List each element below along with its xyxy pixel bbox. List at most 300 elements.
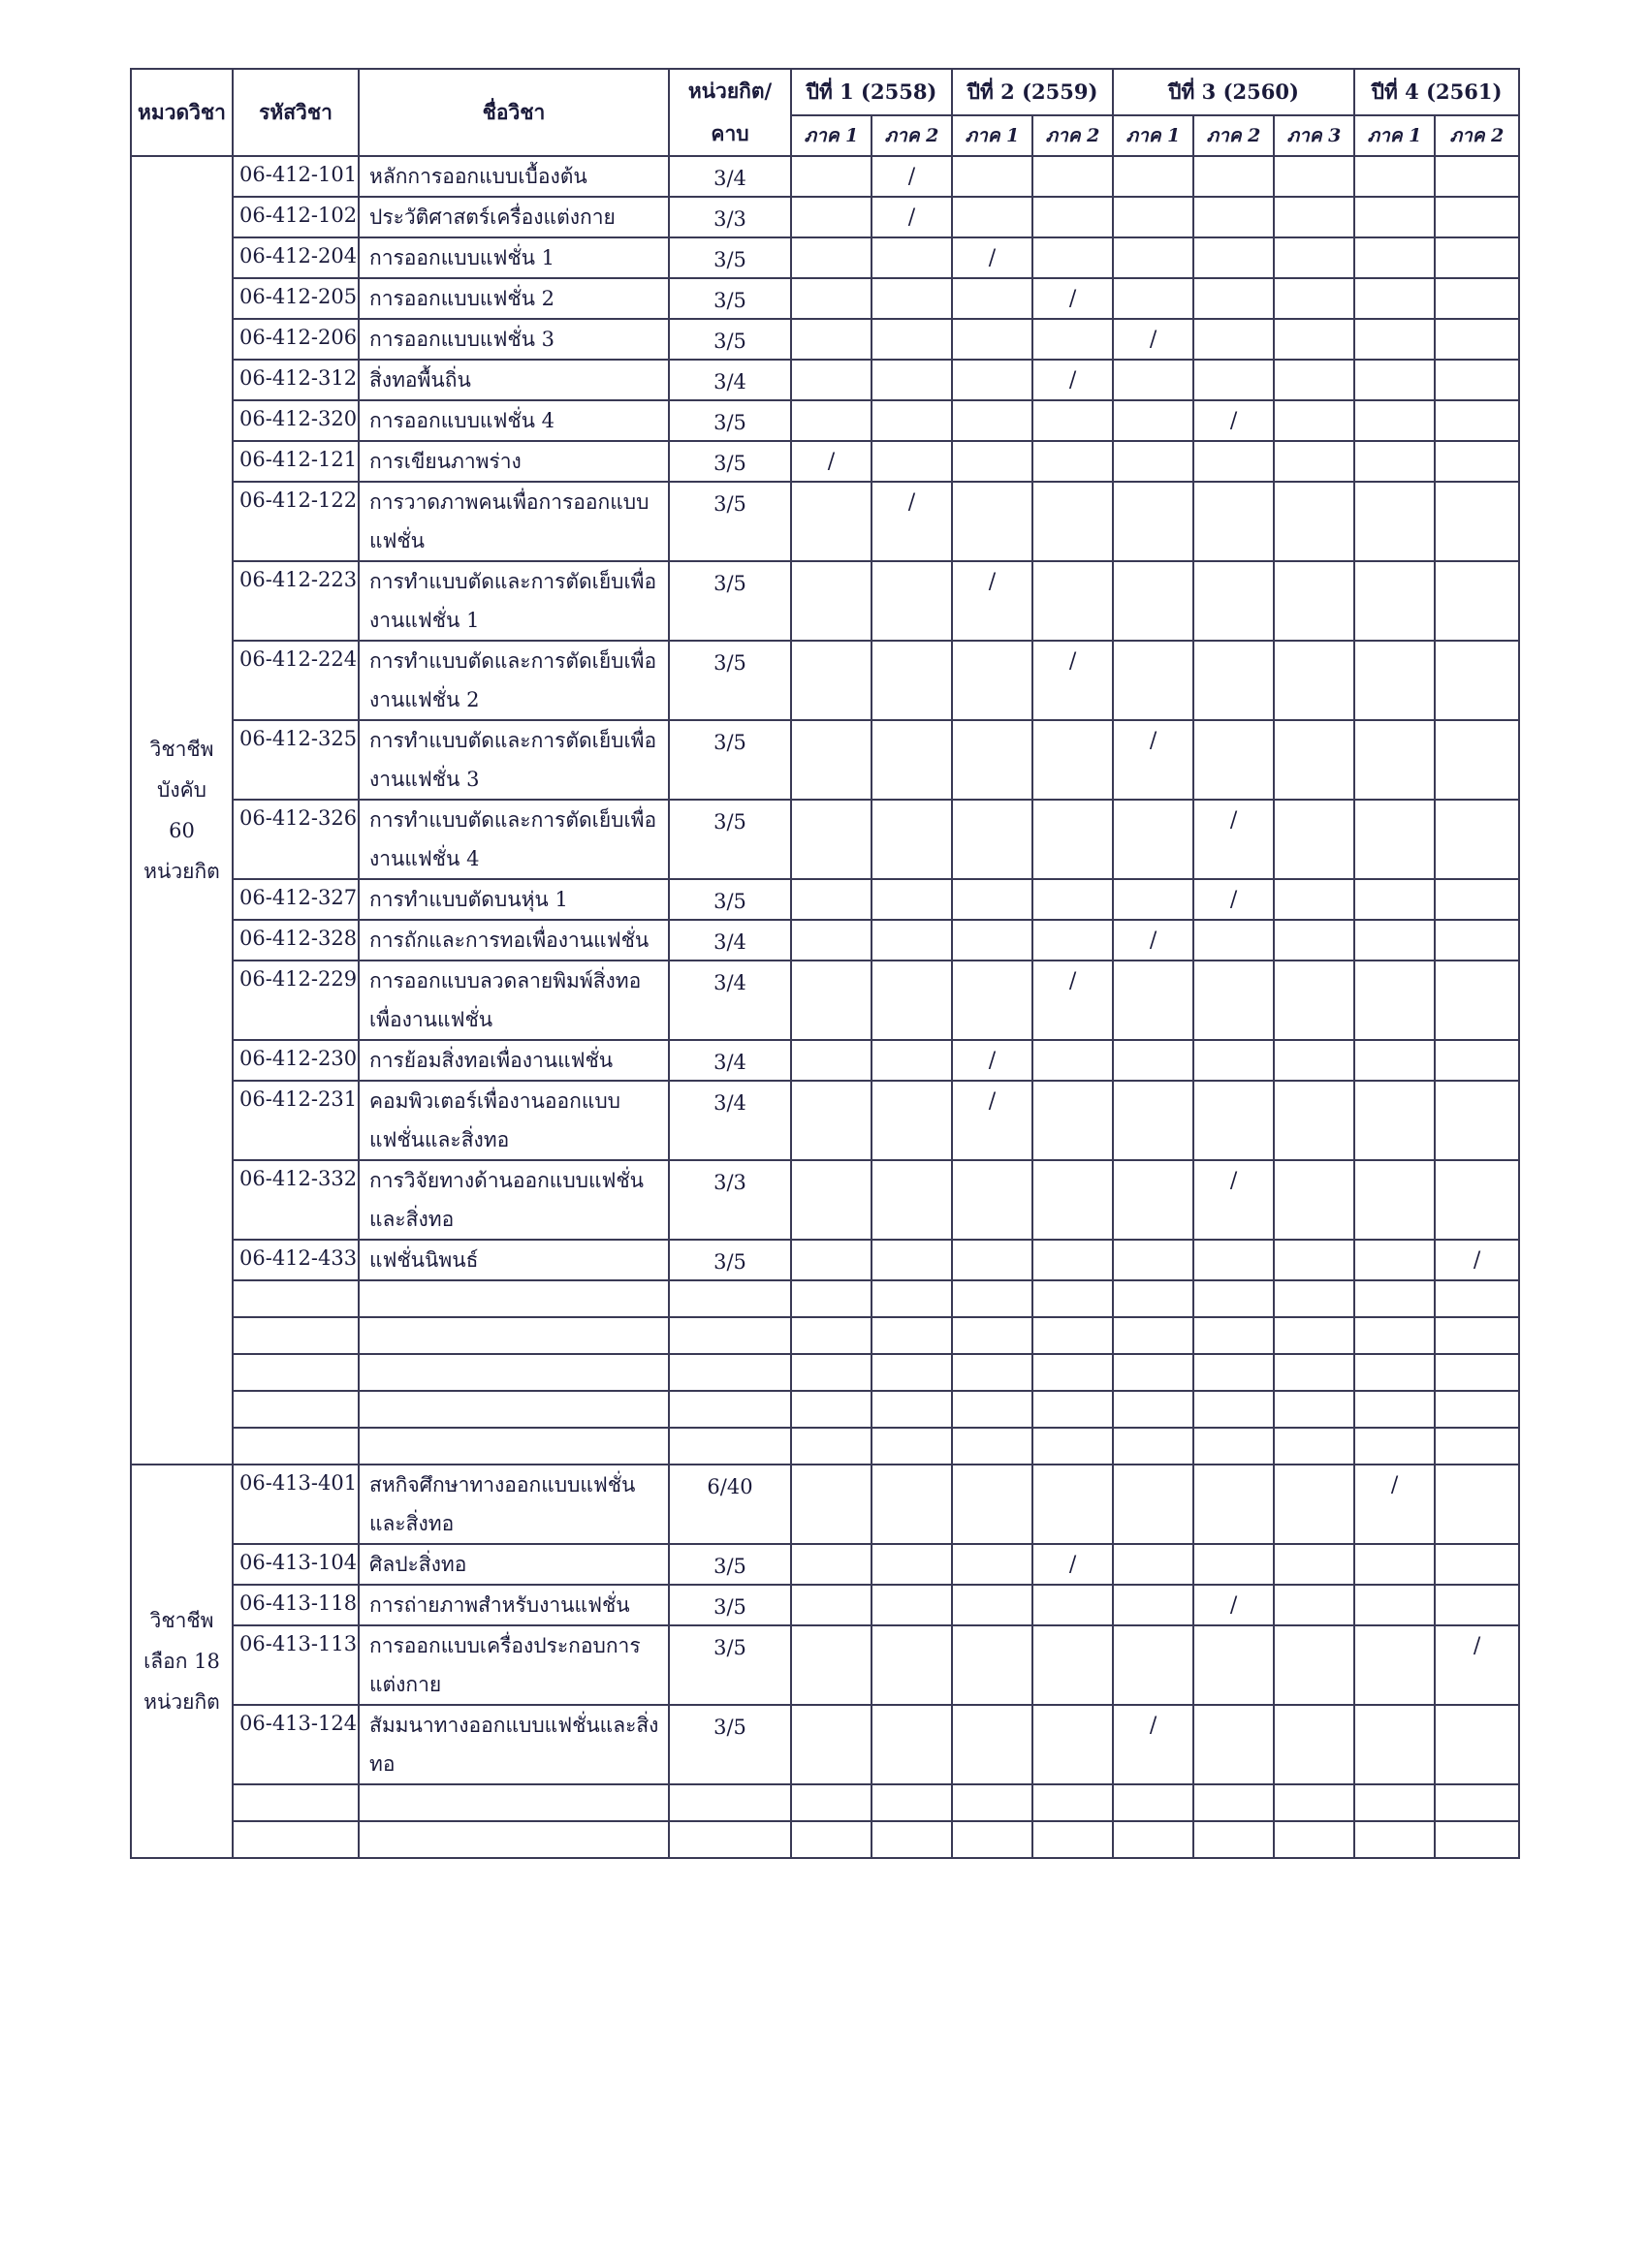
semester-cell	[1193, 197, 1274, 237]
semester-cell	[1113, 1585, 1193, 1625]
empty-cell	[1354, 1784, 1435, 1821]
empty-cell	[1354, 1317, 1435, 1354]
empty-cell	[791, 1280, 872, 1317]
course-credits: 3/5	[669, 237, 791, 278]
empty-cell	[1193, 1428, 1274, 1465]
course-plan-table	[130, 68, 1520, 1859]
semester-cell	[1435, 278, 1519, 319]
table-row	[131, 1705, 1519, 1784]
semester-cell	[1113, 1081, 1193, 1160]
semester-cell	[1274, 400, 1354, 441]
empty-cell	[1274, 1391, 1354, 1428]
semester-cell	[1435, 561, 1519, 641]
empty-cell	[359, 1280, 669, 1317]
semester-tick: /	[1113, 920, 1193, 961]
course-code: 06-412-224	[233, 641, 359, 720]
category-label-line: วิชาชีพ	[149, 738, 214, 761]
semester-cell	[1113, 800, 1193, 879]
empty-cell	[872, 1428, 952, 1465]
semester-cell	[872, 800, 952, 879]
semester-cell	[1113, 1160, 1193, 1240]
table-row	[131, 278, 1519, 319]
semester-tick: /	[1193, 879, 1274, 920]
semester-cell	[1193, 156, 1274, 197]
semester-cell	[1032, 1625, 1113, 1705]
semester-cell	[1193, 1705, 1274, 1784]
empty-cell	[1435, 1428, 1519, 1465]
empty-cell	[1193, 1317, 1274, 1354]
course-credits: 3/5	[669, 800, 791, 879]
course-code: 06-412-102	[233, 197, 359, 237]
course-name: สัมมนาทางออกแบบแฟชั่นและสิ่งทอ	[359, 1705, 669, 1784]
semester-tick: /	[1193, 1160, 1274, 1240]
category-cell	[131, 156, 233, 1465]
empty-cell	[669, 1391, 791, 1428]
semester-cell	[1032, 156, 1113, 197]
semester-cell	[872, 319, 952, 360]
empty-row	[131, 1280, 1519, 1317]
semester-cell	[1274, 1465, 1354, 1544]
empty-cell	[1354, 1428, 1435, 1465]
empty-cell	[359, 1821, 669, 1858]
header-semester: ภาค 1	[791, 115, 872, 156]
course-credits: 3/5	[669, 1240, 791, 1280]
course-code: 06-412-327	[233, 879, 359, 920]
semester-cell	[1435, 360, 1519, 400]
course-code: 06-412-231	[233, 1081, 359, 1160]
semester-cell	[1435, 156, 1519, 197]
course-name: การถ่ายภาพสำหรับงานแฟชั่น	[359, 1585, 669, 1625]
semester-cell	[1193, 961, 1274, 1040]
semester-cell	[872, 360, 952, 400]
semester-cell	[1274, 1081, 1354, 1160]
header-semester: ภาค 2	[1193, 115, 1274, 156]
semester-cell	[1354, 561, 1435, 641]
semester-cell	[1274, 720, 1354, 800]
semester-cell	[1354, 360, 1435, 400]
semester-cell	[1193, 441, 1274, 482]
semester-cell	[1354, 197, 1435, 237]
empty-cell	[791, 1428, 872, 1465]
semester-cell	[1354, 1544, 1435, 1585]
semester-cell	[1113, 237, 1193, 278]
semester-cell	[1032, 561, 1113, 641]
category-label-line: วิชาชีพ	[149, 1609, 214, 1632]
empty-cell	[669, 1428, 791, 1465]
course-name: การถักและการทอเพื่องานแฟชั่น	[359, 920, 669, 961]
semester-cell	[791, 720, 872, 800]
semester-cell	[1274, 197, 1354, 237]
empty-cell	[1113, 1428, 1193, 1465]
header-semester: ภาค 3	[1274, 115, 1354, 156]
semester-cell	[1032, 720, 1113, 800]
semester-cell	[952, 1160, 1032, 1240]
semester-cell	[1354, 1160, 1435, 1240]
empty-cell	[1354, 1821, 1435, 1858]
semester-cell	[1032, 1240, 1113, 1280]
semester-cell	[1354, 1585, 1435, 1625]
table-row	[131, 1081, 1519, 1160]
course-code: 06-413-124	[233, 1705, 359, 1784]
semester-cell	[791, 1625, 872, 1705]
semester-cell	[952, 720, 1032, 800]
empty-cell	[1435, 1354, 1519, 1391]
course-code: 06-412-122	[233, 482, 359, 561]
semester-cell	[952, 800, 1032, 879]
semester-cell	[1435, 641, 1519, 720]
empty-cell	[872, 1317, 952, 1354]
header-semester: ภาค 2	[872, 115, 952, 156]
empty-cell	[1354, 1280, 1435, 1317]
course-credits: 3/4	[669, 156, 791, 197]
empty-cell	[1032, 1428, 1113, 1465]
semester-cell	[791, 360, 872, 400]
category-label-line: 60	[169, 819, 195, 842]
semester-cell	[1435, 482, 1519, 561]
course-code: 06-412-229	[233, 961, 359, 1040]
semester-tick: /	[952, 237, 1032, 278]
semester-cell	[1354, 278, 1435, 319]
table-row	[131, 800, 1519, 879]
empty-cell	[1435, 1821, 1519, 1858]
empty-cell	[791, 1354, 872, 1391]
course-credits: 3/3	[669, 197, 791, 237]
semester-cell	[1032, 400, 1113, 441]
semester-tick: /	[872, 156, 952, 197]
header-year-2: ปีที่ 2 (2559)	[952, 69, 1113, 115]
empty-cell	[233, 1821, 359, 1858]
course-name: การทำแบบตัดและการตัดเย็บเพื่องานแฟชั่น 2	[359, 641, 669, 720]
empty-cell	[791, 1784, 872, 1821]
empty-cell	[359, 1391, 669, 1428]
empty-cell	[1354, 1391, 1435, 1428]
semester-cell	[1193, 1040, 1274, 1081]
empty-cell	[1435, 1391, 1519, 1428]
semester-cell	[1113, 482, 1193, 561]
semester-cell	[1274, 156, 1354, 197]
semester-cell	[791, 197, 872, 237]
semester-cell	[791, 1705, 872, 1784]
semester-tick: /	[1435, 1625, 1519, 1705]
semester-cell	[1032, 800, 1113, 879]
course-name: สหกิจศึกษาทางออกแบบแฟชั่นและสิ่งทอ	[359, 1465, 669, 1544]
course-name: สิ่งทอพื้นถิ่น	[359, 360, 669, 400]
empty-cell	[1113, 1784, 1193, 1821]
semester-cell	[1032, 1081, 1113, 1160]
semester-tick: /	[1193, 1585, 1274, 1625]
empty-cell	[1193, 1354, 1274, 1391]
course-credits: 3/5	[669, 879, 791, 920]
empty-row	[131, 1354, 1519, 1391]
header-semester: ภาค 2	[1032, 115, 1113, 156]
course-name: การเขียนภาพร่าง	[359, 441, 669, 482]
course-code: 06-412-433	[233, 1240, 359, 1280]
table-row	[131, 1040, 1519, 1081]
course-code: 06-412-205	[233, 278, 359, 319]
table-row	[131, 879, 1519, 920]
table-row	[131, 400, 1519, 441]
table-row	[131, 561, 1519, 641]
semester-tick: /	[1113, 720, 1193, 800]
semester-cell	[1354, 641, 1435, 720]
empty-cell	[669, 1317, 791, 1354]
semester-cell	[1274, 237, 1354, 278]
semester-cell	[1032, 1465, 1113, 1544]
semester-cell	[1193, 1081, 1274, 1160]
empty-cell	[1193, 1391, 1274, 1428]
course-credits: 3/4	[669, 360, 791, 400]
semester-cell	[791, 800, 872, 879]
semester-cell	[1435, 1160, 1519, 1240]
semester-cell	[1193, 920, 1274, 961]
empty-cell	[872, 1391, 952, 1428]
course-credits: 3/5	[669, 561, 791, 641]
course-code: 06-412-206	[233, 319, 359, 360]
semester-cell	[791, 641, 872, 720]
semester-cell	[1032, 879, 1113, 920]
semester-cell	[1354, 156, 1435, 197]
semester-cell	[1354, 1705, 1435, 1784]
semester-cell	[952, 197, 1032, 237]
semester-cell	[952, 360, 1032, 400]
empty-cell	[669, 1354, 791, 1391]
semester-cell	[791, 319, 872, 360]
course-name: การออกแบบลวดลายพิมพ์สิ่งทอเพื่องานแฟชั่น	[359, 961, 669, 1040]
empty-cell	[669, 1784, 791, 1821]
semester-cell	[1193, 278, 1274, 319]
table-row	[131, 720, 1519, 800]
semester-cell	[1354, 879, 1435, 920]
semester-cell	[1274, 561, 1354, 641]
semester-cell	[1274, 1705, 1354, 1784]
course-name: การออกแบบแฟชั่น 3	[359, 319, 669, 360]
semester-cell	[1435, 961, 1519, 1040]
semester-cell	[1193, 561, 1274, 641]
semester-cell	[791, 278, 872, 319]
course-code: 06-412-101	[233, 156, 359, 197]
empty-cell	[952, 1280, 1032, 1317]
category-label-line: หน่วยกิต	[143, 1690, 220, 1714]
semester-tick: /	[1032, 360, 1113, 400]
semester-cell	[952, 319, 1032, 360]
semester-cell	[791, 1544, 872, 1585]
semester-cell	[872, 1544, 952, 1585]
semester-cell	[872, 278, 952, 319]
semester-cell	[952, 879, 1032, 920]
empty-row	[131, 1317, 1519, 1354]
empty-row	[131, 1821, 1519, 1858]
semester-cell	[791, 920, 872, 961]
semester-cell	[1274, 920, 1354, 961]
semester-cell	[952, 641, 1032, 720]
course-code: 06-412-320	[233, 400, 359, 441]
empty-cell	[1032, 1280, 1113, 1317]
semester-cell	[1032, 1705, 1113, 1784]
semester-cell	[1032, 1040, 1113, 1081]
semester-cell	[791, 879, 872, 920]
semester-cell	[1435, 1040, 1519, 1081]
empty-cell	[359, 1317, 669, 1354]
semester-cell	[1435, 1465, 1519, 1544]
table-row	[131, 156, 1519, 197]
header-year-1: ปีที่ 1 (2558)	[791, 69, 952, 115]
semester-tick: /	[1113, 319, 1193, 360]
empty-cell	[359, 1354, 669, 1391]
semester-cell	[952, 482, 1032, 561]
semester-cell	[1354, 237, 1435, 278]
course-name: การออกแบบแฟชั่น 4	[359, 400, 669, 441]
semester-cell	[791, 400, 872, 441]
empty-cell	[233, 1280, 359, 1317]
semester-cell	[872, 1465, 952, 1544]
table-row	[131, 961, 1519, 1040]
course-name: การย้อมสิ่งทอเพื่องานแฟชั่น	[359, 1040, 669, 1081]
semester-cell	[1113, 641, 1193, 720]
semester-cell	[872, 1160, 952, 1240]
course-credits: 3/4	[669, 1081, 791, 1160]
empty-cell	[1113, 1354, 1193, 1391]
category-cell	[131, 1465, 233, 1858]
semester-cell	[872, 1040, 952, 1081]
semester-cell	[791, 561, 872, 641]
empty-cell	[952, 1428, 1032, 1465]
semester-tick: /	[1113, 1705, 1193, 1784]
empty-cell	[359, 1428, 669, 1465]
empty-cell	[1274, 1354, 1354, 1391]
course-credits: 3/5	[669, 720, 791, 800]
course-name: การทำแบบตัดและการตัดเย็บเพื่องานแฟชั่น 4	[359, 800, 669, 879]
semester-tick: /	[1032, 961, 1113, 1040]
semester-cell	[1113, 400, 1193, 441]
empty-cell	[1193, 1821, 1274, 1858]
semester-cell	[1113, 197, 1193, 237]
semester-cell	[1113, 1465, 1193, 1544]
course-credits: 3/5	[669, 1705, 791, 1784]
empty-cell	[233, 1354, 359, 1391]
semester-cell	[1435, 1705, 1519, 1784]
table-row	[131, 441, 1519, 482]
semester-tick: /	[1032, 1544, 1113, 1585]
semester-cell	[1274, 1544, 1354, 1585]
semester-cell	[1113, 1040, 1193, 1081]
table-row	[131, 1544, 1519, 1585]
empty-cell	[669, 1821, 791, 1858]
header-code: รหัสวิชา	[233, 69, 359, 156]
semester-cell	[1193, 720, 1274, 800]
header-name: ชื่อวิชา	[359, 69, 669, 156]
course-name: การทำแบบตัดและการตัดเย็บเพื่องานแฟชั่น 3	[359, 720, 669, 800]
empty-cell	[952, 1317, 1032, 1354]
semester-cell	[952, 1705, 1032, 1784]
semester-cell	[1435, 1585, 1519, 1625]
empty-cell	[1274, 1784, 1354, 1821]
empty-cell	[1113, 1317, 1193, 1354]
empty-cell	[1193, 1280, 1274, 1317]
course-code: 06-412-230	[233, 1040, 359, 1081]
empty-cell	[1113, 1821, 1193, 1858]
semester-cell	[1435, 1081, 1519, 1160]
semester-cell	[1354, 961, 1435, 1040]
semester-cell	[1354, 441, 1435, 482]
course-name: การทำแบบตัดและการตัดเย็บเพื่องานแฟชั่น 1	[359, 561, 669, 641]
semester-cell	[952, 1240, 1032, 1280]
course-name: การออกแบบเครื่องประกอบการแต่งกาย	[359, 1625, 669, 1705]
semester-cell	[791, 1160, 872, 1240]
semester-cell	[791, 1081, 872, 1160]
course-name: คอมพิวเตอร์เพื่องานออกแบบแฟชั่นและสิ่งทอ	[359, 1081, 669, 1160]
semester-cell	[1274, 278, 1354, 319]
empty-cell	[1032, 1391, 1113, 1428]
semester-cell	[1354, 1040, 1435, 1081]
header-category: หมวดวิชา	[131, 69, 233, 156]
semester-cell	[1435, 1544, 1519, 1585]
course-name: การออกแบบแฟชั่น 2	[359, 278, 669, 319]
semester-cell	[1113, 360, 1193, 400]
semester-cell	[1274, 1240, 1354, 1280]
empty-cell	[1435, 1784, 1519, 1821]
course-name: ศิลปะสิ่งทอ	[359, 1544, 669, 1585]
semester-cell	[1274, 879, 1354, 920]
course-code: 06-412-312	[233, 360, 359, 400]
semester-cell	[872, 920, 952, 961]
semester-cell	[1113, 441, 1193, 482]
course-credits: 3/5	[669, 1544, 791, 1585]
semester-cell	[1435, 237, 1519, 278]
table-row	[131, 641, 1519, 720]
semester-cell	[1274, 360, 1354, 400]
semester-cell	[1274, 641, 1354, 720]
course-credits: 3/4	[669, 920, 791, 961]
empty-cell	[1113, 1391, 1193, 1428]
table-row	[131, 1160, 1519, 1240]
semester-cell	[791, 1465, 872, 1544]
semester-cell	[952, 961, 1032, 1040]
semester-cell	[1113, 278, 1193, 319]
table-header	[131, 69, 1519, 156]
table-body	[131, 156, 1519, 1858]
semester-cell	[1032, 1585, 1113, 1625]
header-year-4: ปีที่ 4 (2561)	[1354, 69, 1519, 115]
semester-cell	[952, 400, 1032, 441]
course-name: การออกแบบแฟชั่น 1	[359, 237, 669, 278]
course-name: การวาดภาพคนเพื่อการออกแบบแฟชั่น	[359, 482, 669, 561]
empty-cell	[359, 1784, 669, 1821]
semester-cell	[1354, 800, 1435, 879]
semester-tick: /	[791, 441, 872, 482]
semester-tick: /	[1354, 1465, 1435, 1544]
table-row	[131, 1240, 1519, 1280]
table-row	[131, 1465, 1519, 1544]
semester-cell	[952, 1625, 1032, 1705]
semester-cell	[952, 156, 1032, 197]
semester-cell	[952, 1544, 1032, 1585]
category-label-line: หน่วยกิต	[143, 860, 220, 883]
course-name: หลักการออกแบบเบื้องต้น	[359, 156, 669, 197]
table-row	[131, 1585, 1519, 1625]
semester-cell	[1354, 1081, 1435, 1160]
empty-cell	[1274, 1280, 1354, 1317]
course-credits: 6/40	[669, 1465, 791, 1544]
header-year-3: ปีที่ 3 (2560)	[1113, 69, 1354, 115]
category-label-line: เลือก 18	[143, 1650, 220, 1673]
semester-cell	[1113, 961, 1193, 1040]
semester-tick: /	[872, 482, 952, 561]
semester-cell	[872, 961, 952, 1040]
table-row	[131, 920, 1519, 961]
semester-cell	[1032, 441, 1113, 482]
semester-cell	[872, 720, 952, 800]
semester-cell	[1193, 1544, 1274, 1585]
